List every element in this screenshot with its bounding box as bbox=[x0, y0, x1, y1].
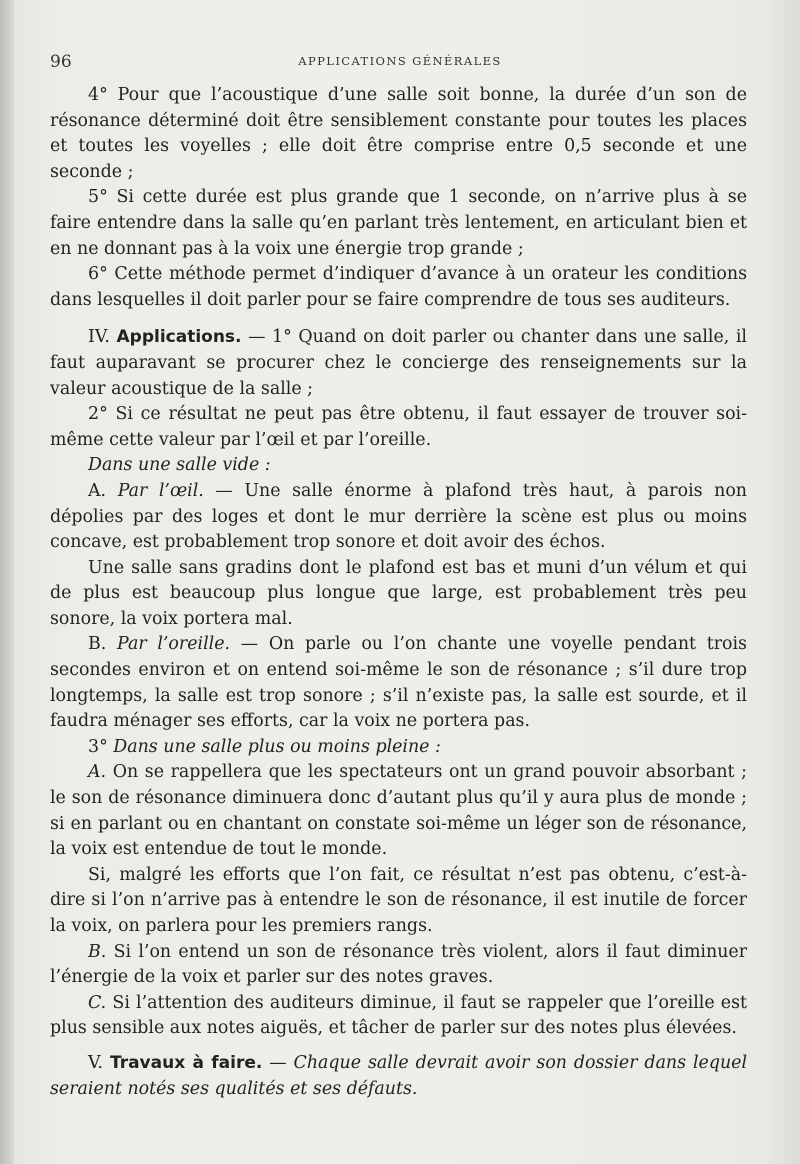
a-italic: Par l’œil. bbox=[117, 480, 204, 501]
b2-label: B. bbox=[88, 941, 107, 962]
section-iv-number: IV. bbox=[88, 327, 110, 348]
b-italic: Par l’oreille. bbox=[117, 634, 231, 655]
paragraph-4: 4° Pour que l’acoustique d’une salle soit bonne, la durée d’un son de résonance déterminé doit être sensiblement constante pour toutes les places et toutes les voyelles ; elle doit être comprise entre 0,5 seconde et une seconde ; bbox=[50, 85, 747, 182]
full-hall-number: 3° bbox=[88, 736, 108, 757]
page-number: 96 bbox=[50, 52, 72, 72]
paragraph-b-ear bbox=[50, 632, 747, 734]
paragraph-malgre: Si, malgré les efforts que l’on fait, ce résultat n’est pas obtenu, c’est-à-dire si l’on n’arrive pas à entendre le son de résonance, il est inutile de forcer la voix, on parlera pour les premiers rangs. bbox=[50, 864, 747, 936]
paragraph-a2 bbox=[50, 760, 747, 862]
paragraph-5: 5° Si cette durée est plus grande que 1 seconde, on n’arrive plus à se faire entendre dans la salle qu’en parlant très lentement, en articulant bien et en ne donnant pas à la voix une énergie trop grande ; bbox=[50, 187, 747, 259]
running-title: APPLICATIONS GÉNÉRALES bbox=[298, 54, 502, 68]
section-v-heading: Travaux à faire. bbox=[109, 1052, 263, 1073]
paragraph-6: 6° Cette méthode permet d’indiquer d’avance à un orateur les conditions dans lesquelles il doit parler pour se faire comprendre de tous ses auditeurs. bbox=[50, 264, 747, 310]
label-full-hall bbox=[50, 735, 747, 761]
a-text: — Une salle énorme à plafond très haut, à parois non dépolies par des loges et dont le mur derrière la scène est plus ou moins concave, est probablement trop sonore et doit avoir des échos. bbox=[50, 480, 748, 553]
paragraph-c bbox=[50, 991, 747, 1042]
a-label: A. bbox=[88, 480, 107, 501]
section-v-dash: — bbox=[269, 1052, 287, 1073]
section-v-number: V. bbox=[88, 1052, 104, 1073]
page-binding-edge bbox=[0, 0, 14, 1164]
section-iv bbox=[50, 325, 747, 402]
a2-text: On se rappellera que les spectateurs ont un grand pouvoir absorbant ; le son de résonance diminuera donc d’autant plus qu’il y aura plus de monde ; si en parlant ou en chantant on constate soi-même un léger son de résonance, la voix est entendue de tout le monde. bbox=[50, 762, 747, 860]
a2-label: A. bbox=[88, 762, 107, 783]
paragraph-gradins: Une salle sans gradins dont le plafond est bas et muni d’un vélum et qui de plus est beaucoup plus longue que large, est probablement très peu sonore, la voix portera mal. bbox=[50, 557, 747, 629]
c-label: C. bbox=[88, 992, 107, 1013]
section-iv-heading: Applications. bbox=[116, 327, 242, 348]
paragraph-a-eye bbox=[50, 479, 747, 556]
paragraph-b2 bbox=[50, 940, 747, 991]
full-hall-label: Dans une salle plus ou moins pleine : bbox=[113, 736, 441, 757]
section-v bbox=[50, 1051, 747, 1102]
paragraph-iv-2: 2° Si ce résultat ne peut pas être obtenu, il faut essayer de trouver soi-même cette valeur par l’œil et par l’oreille. bbox=[50, 404, 747, 450]
c-text: Si l’attention des auditeurs diminue, il faut se rappeler que l’oreille est plus sensible aux notes aiguës, et tâcher de parler sur des notes plus élevées. bbox=[50, 992, 747, 1039]
b-text: — On parle ou l’on chante une voyelle pendant trois secondes environ et on entend soi-même le son de résonance ; s’il dure trop longtemps, la salle est trop sonore ; s’il n’existe pas, la salle est sourde, et il faudra ménager ses efforts, car la voix ne portera pas. bbox=[50, 634, 747, 732]
label-empty-hall: Dans une salle vide : bbox=[88, 455, 271, 476]
b-label: B. bbox=[88, 634, 107, 655]
b2-text: Si l’on entend un son de résonance très violent, alors il faut diminuer l’énergie de la voix et parler sur des notes graves. bbox=[50, 941, 748, 988]
body-text bbox=[50, 83, 747, 1102]
page-header bbox=[50, 50, 750, 74]
section-v-text: Chaque salle devrait avoir son dossier dans lequel seraient notés ses qualités et ses défauts. bbox=[50, 1052, 748, 1099]
section-iv-text: — 1° Quand on doit parler ou chanter dans une salle, il faut auparavant se procurer chez le concierge des renseignements sur la valeur acoustique de la salle ; bbox=[50, 327, 747, 399]
